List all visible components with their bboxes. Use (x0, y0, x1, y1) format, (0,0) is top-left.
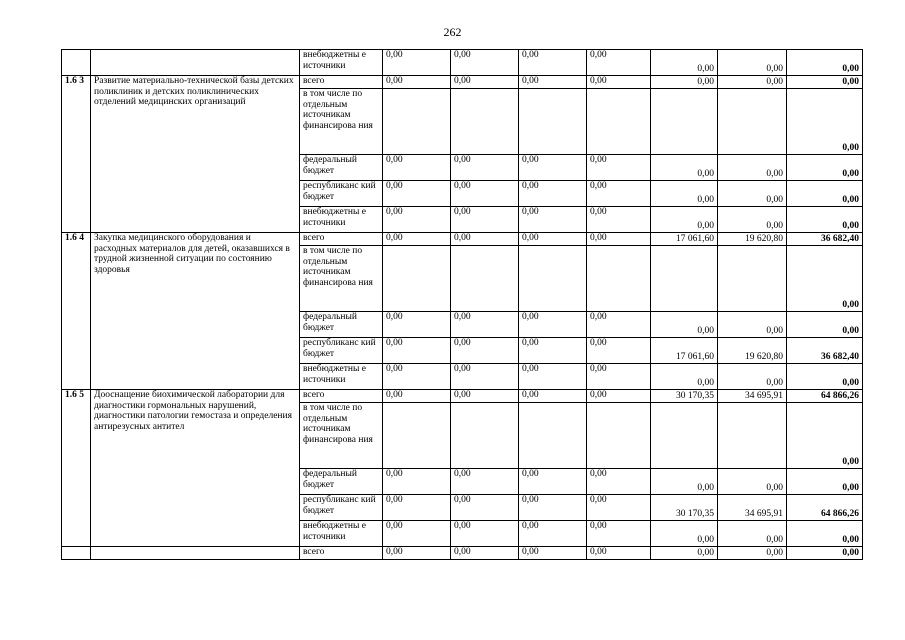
value-cell: 0,00 (519, 233, 587, 246)
value-cell: 0,00 (587, 547, 651, 560)
value-cell: 0,00 (519, 76, 587, 89)
value-cell: 34 695,91 (718, 495, 787, 521)
value-cell: 0,00 (451, 364, 519, 390)
value-cell: 0,00 (651, 547, 718, 560)
value-cell: 0,00 (383, 207, 451, 233)
value-cell (383, 403, 451, 469)
value-cell: 0,00 (651, 364, 718, 390)
value-cell: 0,00 (587, 469, 651, 495)
value-cell: 0,00 (451, 390, 519, 403)
funding-source-cell: всего (300, 76, 383, 89)
value-cell: 30 170,35 (651, 390, 718, 403)
value-cell: 0,00 (651, 181, 718, 207)
value-cell: 0,00 (383, 495, 451, 521)
value-cell: 0,00 (383, 50, 451, 76)
value-cell: 0,00 (587, 155, 651, 181)
value-cell: 0,00 (718, 312, 787, 338)
value-cell (651, 246, 718, 312)
value-cell: 0,00 (519, 181, 587, 207)
total-cell: 0,00 (787, 364, 863, 390)
funding-source-cell: федеральный бюджет (300, 469, 383, 495)
value-cell: 17 061,60 (651, 338, 718, 364)
funding-source-cell: внебюджетны е источники (300, 50, 383, 76)
total-cell: 0,00 (787, 312, 863, 338)
value-cell (587, 89, 651, 155)
value-cell: 0,00 (587, 495, 651, 521)
value-cell: 0,00 (519, 495, 587, 521)
row-title-cell: Закупка медицинского оборудования и расходных материалов для детей, оказавшихся в трудной жизненной ситуации по состоянию здоровья (91, 233, 300, 390)
value-cell: 19 620,80 (718, 338, 787, 364)
value-cell (383, 246, 451, 312)
total-cell: 0,00 (787, 547, 863, 560)
value-cell: 0,00 (383, 76, 451, 89)
value-cell: 0,00 (383, 469, 451, 495)
funding-source-cell: федеральный бюджет (300, 155, 383, 181)
value-cell (718, 246, 787, 312)
funding-source-cell: всего (300, 390, 383, 403)
row-title-cell (91, 50, 300, 76)
value-cell: 0,00 (451, 495, 519, 521)
value-cell: 0,00 (383, 338, 451, 364)
row-title-cell: Дооснащение биохимической лаборатории для диагностики гормональных нарушений, диагностики патологии гемостаза и определения антирезусных антител (91, 390, 300, 547)
total-cell: 0,00 (787, 89, 863, 155)
value-cell: 0,00 (718, 364, 787, 390)
value-cell: 0,00 (383, 155, 451, 181)
total-cell: 0,00 (787, 207, 863, 233)
total-cell: 0,00 (787, 76, 863, 89)
value-cell (451, 89, 519, 155)
value-cell (718, 403, 787, 469)
funding-source-cell: республиканс кий бюджет (300, 495, 383, 521)
value-cell: 0,00 (587, 207, 651, 233)
value-cell: 0,00 (451, 469, 519, 495)
total-cell: 0,00 (787, 155, 863, 181)
value-cell: 19 620,80 (718, 233, 787, 246)
funding-source-cell: республиканс кий бюджет (300, 338, 383, 364)
funding-source-cell: всего (300, 233, 383, 246)
table-row (62, 233, 863, 246)
value-cell: 0,00 (587, 521, 651, 547)
value-cell: 0,00 (519, 155, 587, 181)
value-cell: 0,00 (587, 390, 651, 403)
value-cell: 0,00 (587, 233, 651, 246)
value-cell (718, 89, 787, 155)
page-number: 262 (443, 25, 462, 39)
row-code-cell: 1.6 3 (62, 76, 91, 233)
total-cell: 36 682,40 (787, 233, 863, 246)
value-cell: 0,00 (451, 76, 519, 89)
total-cell: 0,00 (787, 521, 863, 547)
value-cell: 0,00 (718, 547, 787, 560)
total-cell: 36 682,40 (787, 338, 863, 364)
value-cell: 34 695,91 (718, 390, 787, 403)
value-cell: 0,00 (519, 364, 587, 390)
total-cell: 0,00 (787, 403, 863, 469)
value-cell: 0,00 (383, 521, 451, 547)
funding-source-cell: всего (300, 547, 383, 560)
value-cell: 0,00 (519, 521, 587, 547)
table-row (62, 76, 863, 89)
value-cell: 0,00 (519, 338, 587, 364)
value-cell: 0,00 (651, 521, 718, 547)
value-cell: 0,00 (519, 547, 587, 560)
value-cell (519, 403, 587, 469)
budget-table (61, 49, 863, 560)
value-cell: 0,00 (383, 547, 451, 560)
table-row (62, 390, 863, 403)
row-title-cell (91, 547, 300, 560)
funding-source-cell: внебюджетны е источники (300, 207, 383, 233)
value-cell: 0,00 (451, 50, 519, 76)
value-cell: 0,00 (651, 312, 718, 338)
funding-source-cell: внебюджетны е источники (300, 364, 383, 390)
total-cell: 0,00 (787, 469, 863, 495)
value-cell (383, 89, 451, 155)
value-cell: 0,00 (383, 312, 451, 338)
row-code-cell (62, 50, 91, 76)
value-cell: 0,00 (451, 207, 519, 233)
value-cell: 0,00 (587, 50, 651, 76)
value-cell: 0,00 (587, 364, 651, 390)
value-cell: 17 061,60 (651, 233, 718, 246)
value-cell: 0,00 (651, 469, 718, 495)
value-cell (651, 89, 718, 155)
value-cell: 0,00 (587, 312, 651, 338)
value-cell: 0,00 (451, 312, 519, 338)
funding-source-cell: в том числе по отдельным источникам финансирова ния (300, 246, 383, 312)
value-cell: 0,00 (651, 155, 718, 181)
funding-source-cell: федеральный бюджет (300, 312, 383, 338)
value-cell: 0,00 (587, 181, 651, 207)
value-cell: 0,00 (519, 207, 587, 233)
value-cell: 0,00 (519, 50, 587, 76)
value-cell (651, 403, 718, 469)
value-cell: 0,00 (451, 233, 519, 246)
value-cell: 0,00 (519, 390, 587, 403)
funding-source-cell: республиканс кий бюджет (300, 181, 383, 207)
value-cell: 0,00 (451, 181, 519, 207)
value-cell: 0,00 (383, 233, 451, 246)
value-cell (519, 89, 587, 155)
total-cell: 64 866,26 (787, 390, 863, 403)
value-cell: 0,00 (651, 76, 718, 89)
total-cell: 64 866,26 (787, 495, 863, 521)
row-code-cell: 1.6 5 (62, 390, 91, 547)
funding-source-cell: внебюджетны е источники (300, 521, 383, 547)
value-cell: 0,00 (651, 50, 718, 76)
value-cell (451, 246, 519, 312)
value-cell: 0,00 (383, 390, 451, 403)
value-cell (451, 403, 519, 469)
value-cell: 0,00 (718, 521, 787, 547)
value-cell: 0,00 (651, 207, 718, 233)
table-row (62, 50, 863, 76)
value-cell: 0,00 (383, 364, 451, 390)
value-cell: 0,00 (718, 155, 787, 181)
value-cell: 30 170,35 (651, 495, 718, 521)
funding-source-cell: в том числе по отдельным источникам финансирова ния (300, 89, 383, 155)
value-cell: 0,00 (718, 469, 787, 495)
value-cell: 0,00 (519, 312, 587, 338)
value-cell (587, 403, 651, 469)
value-cell (587, 246, 651, 312)
row-code-cell (62, 547, 91, 560)
value-cell: 0,00 (451, 521, 519, 547)
funding-source-cell: в том числе по отдельным источникам финансирова ния (300, 403, 383, 469)
table-row (62, 547, 863, 560)
total-cell: 0,00 (787, 50, 863, 76)
value-cell: 0,00 (383, 181, 451, 207)
value-cell: 0,00 (587, 338, 651, 364)
value-cell (519, 246, 587, 312)
value-cell: 0,00 (718, 181, 787, 207)
row-title-cell: Развитие материально-технической базы детских поликлиник и детских поликлинических отделений медицинских организаций (91, 76, 300, 233)
value-cell: 0,00 (587, 76, 651, 89)
value-cell: 0,00 (519, 469, 587, 495)
value-cell: 0,00 (718, 50, 787, 76)
value-cell: 0,00 (451, 338, 519, 364)
total-cell: 0,00 (787, 181, 863, 207)
total-cell: 0,00 (787, 246, 863, 312)
value-cell: 0,00 (451, 155, 519, 181)
value-cell: 0,00 (718, 207, 787, 233)
value-cell: 0,00 (451, 547, 519, 560)
value-cell: 0,00 (718, 76, 787, 89)
row-code-cell: 1.6 4 (62, 233, 91, 390)
